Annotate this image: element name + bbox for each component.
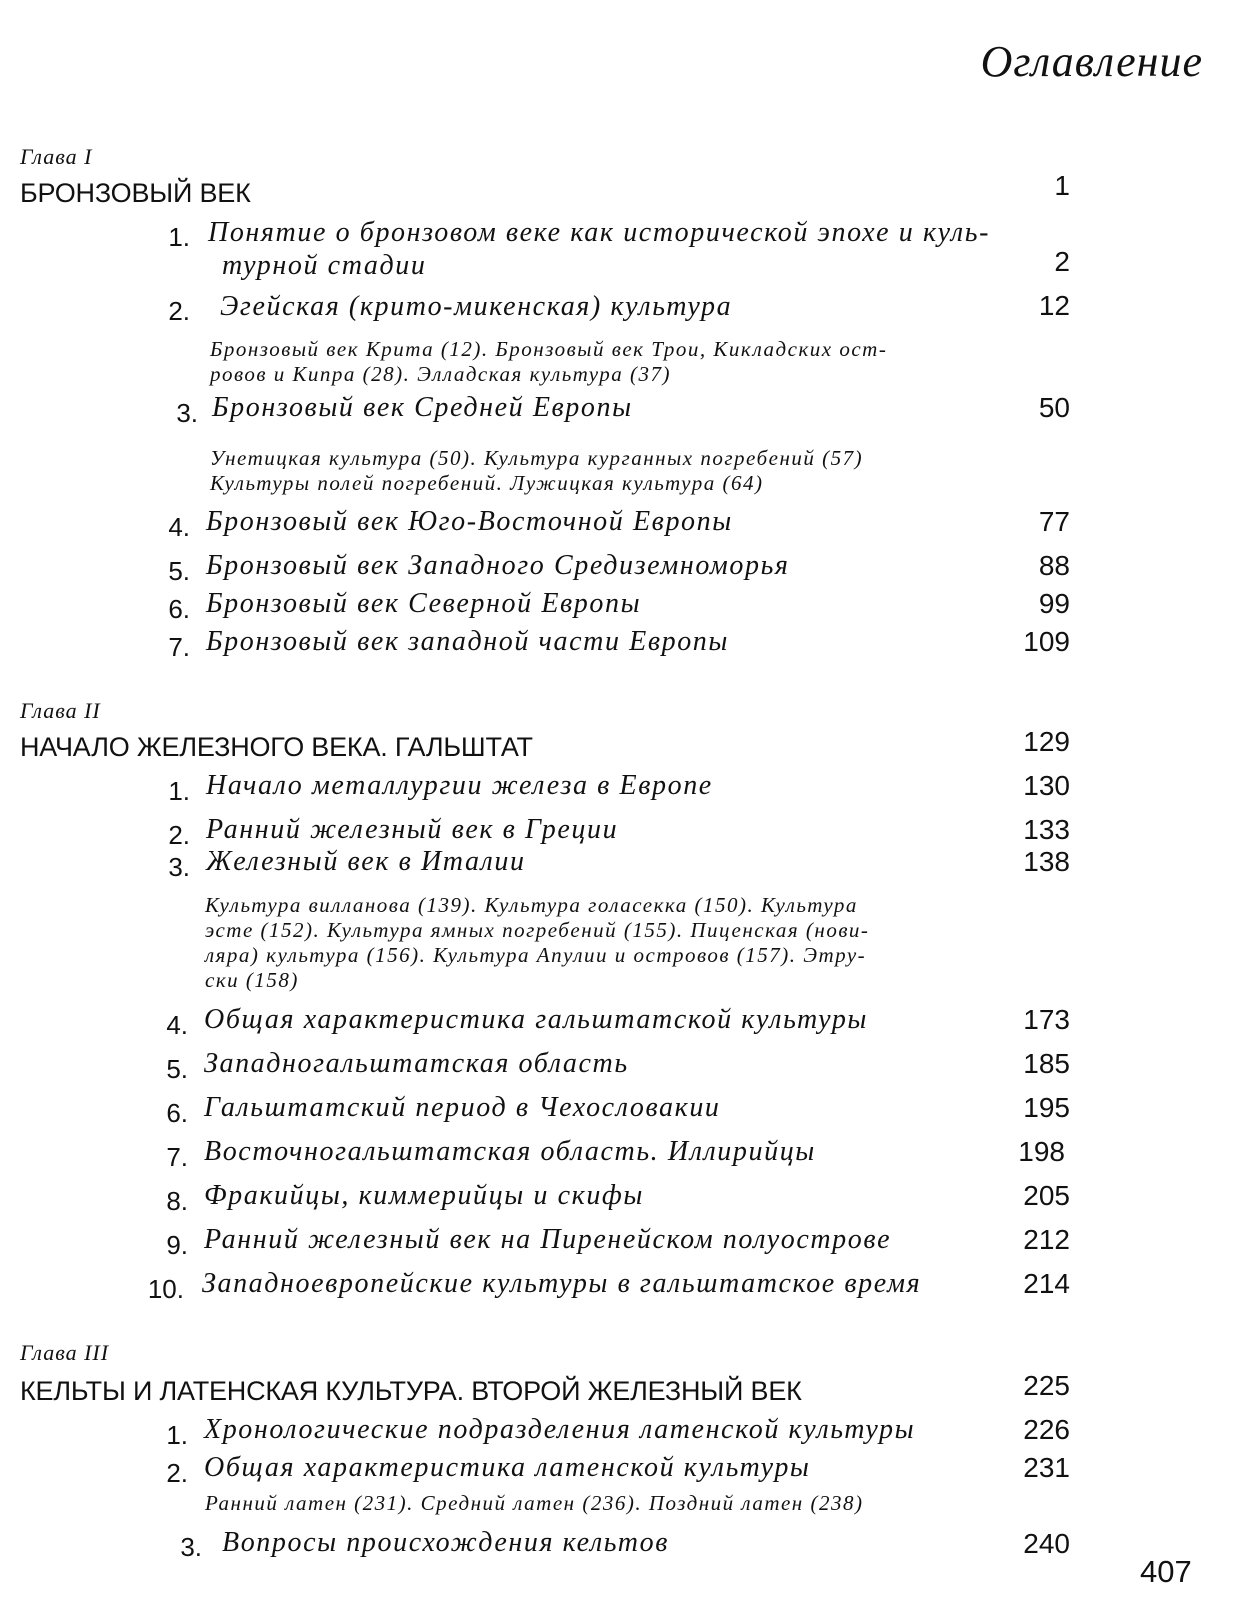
section-number: 1. xyxy=(168,222,190,252)
page-folio-number: 407 xyxy=(1140,1554,1192,1589)
section-page-number: 50 xyxy=(1038,392,1070,423)
section-number: 1. xyxy=(168,776,190,806)
section-page-number: 2 xyxy=(1054,246,1070,277)
section-title: Бронзовый век Западного Средиземноморья xyxy=(206,550,790,581)
subsection-line: ляра) культура (156). Культура Апулии и островов (157). Этру- xyxy=(205,943,867,967)
section-number: 3. xyxy=(168,852,190,882)
section-title: Хронологические подразделения латенской культуры xyxy=(204,1414,916,1445)
section-page-number: 133 xyxy=(1023,814,1070,845)
section-page-number: 185 xyxy=(1023,1048,1070,1079)
section-title: Общая характеристика гальштатской культуры xyxy=(204,1004,868,1035)
section-page-number: 195 xyxy=(1023,1092,1070,1123)
section-title: Восточногальштатская область. Иллирийцы xyxy=(204,1136,816,1167)
chapter-title: КЕЛЬТЫ И ЛАТЕНСКАЯ КУЛЬТУРА. ВТОРОЙ ЖЕЛЕЗНЫЙ ВЕК xyxy=(20,1376,802,1406)
section-page-number: 130 xyxy=(1023,770,1070,801)
section-title: Ранний железный век на Пиренейском полуострове xyxy=(204,1224,892,1255)
subsection-line: Бронзовый век Крита (12). Бронзовый век Трои, Кикладских ост- xyxy=(210,337,888,361)
subsection-line: Ранний латен (231). Средний латен (236). Поздний латен (238) xyxy=(205,1491,864,1515)
chapter-page-number: 129 xyxy=(1023,726,1070,757)
section-title: Железный век в Италии xyxy=(206,846,526,877)
subsection-line: ски (158) xyxy=(205,968,299,992)
section-number: 9. xyxy=(166,1230,188,1260)
section-number: 3. xyxy=(176,398,198,428)
section-page-number: 109 xyxy=(1023,626,1070,657)
section-number: 8. xyxy=(166,1186,188,1216)
section-number: 10. xyxy=(147,1274,184,1304)
subsection-line: ровов и Кипра (28). Элладская культура (37) xyxy=(210,362,672,386)
section-page-number: 99 xyxy=(1038,588,1070,619)
subsection-line: Культура вилланова (139). Культура голасекка (150). Культура xyxy=(205,893,858,917)
section-title: Западногальштатская область xyxy=(204,1048,629,1079)
section-number: 5. xyxy=(166,1054,188,1084)
section-title: Вопросы происхождения кельтов xyxy=(222,1527,669,1558)
section-title: Гальштатский период в Чехословакии xyxy=(204,1092,721,1123)
section-title: Общая характеристика латенской культуры xyxy=(204,1452,811,1483)
section-page-number: 88 xyxy=(1038,550,1070,581)
section-title: Фракийцы, киммерийцы и скифы xyxy=(204,1180,644,1211)
section-title: Бронзовый век западной части Европы xyxy=(206,626,729,657)
section-number: 4. xyxy=(166,1010,188,1040)
section-page-number: 173 xyxy=(1023,1004,1070,1035)
section-title: Западноевропейские культуры в гальштатское время xyxy=(202,1268,922,1299)
section-title: Понятие о бронзовом веке как исторической эпохе и куль- xyxy=(208,217,991,248)
section-page-number: 138 xyxy=(1023,846,1070,877)
section-number: 1. xyxy=(166,1420,188,1450)
section-number: 7. xyxy=(168,632,190,662)
chapter-label: Глава I xyxy=(20,144,93,169)
section-page-number: 205 xyxy=(1023,1180,1070,1211)
section-title: Бронзовый век Северной Европы xyxy=(206,588,642,619)
chapter-title: НАЧАЛО ЖЕЛЕЗНОГО ВЕКА. ГАЛЬШТАТ xyxy=(20,732,533,762)
chapter-title: БРОНЗОВЫЙ ВЕК xyxy=(20,178,251,208)
subsection-line: Культуры полей погребений. Лужицкая культура (64) xyxy=(210,471,764,495)
subsection-line: Унетицкая культура (50). Культура курганных погребений (57) xyxy=(210,446,864,470)
section-page-number: 77 xyxy=(1038,506,1070,537)
section-number: 2. xyxy=(168,820,190,850)
section-number: 3. xyxy=(180,1532,202,1562)
section-number: 2. xyxy=(166,1458,188,1488)
section-number: 7. xyxy=(166,1142,188,1172)
section-page-number: 226 xyxy=(1023,1414,1070,1445)
chapter-label: Глава III xyxy=(20,1340,110,1365)
page-title: Оглавление xyxy=(980,37,1203,86)
section-page-number: 198 xyxy=(1018,1136,1065,1167)
section-number: 6. xyxy=(166,1098,188,1128)
section-number: 6. xyxy=(168,594,190,624)
section-number: 4. xyxy=(168,512,190,542)
chapter-label: Глава II xyxy=(20,698,101,723)
section-page-number: 240 xyxy=(1023,1528,1070,1559)
section-number: 5. xyxy=(168,556,190,586)
subsection-line: эсте (152). Культура ямных погребений (155). Пиценская (нови- xyxy=(205,918,870,942)
section-title: Бронзовый век Юго-Восточной Европы xyxy=(206,506,733,537)
section-page-number: 12 xyxy=(1038,290,1070,321)
section-title: Эгейская (крито-микенская) культура xyxy=(220,291,733,322)
section-page-number: 231 xyxy=(1023,1452,1070,1483)
section-page-number: 214 xyxy=(1023,1268,1070,1299)
section-title: Ранний железный век в Греции xyxy=(206,814,619,845)
section-title-continued: турной стадии xyxy=(222,250,427,281)
section-number: 2. xyxy=(168,296,190,326)
section-page-number: 212 xyxy=(1023,1224,1070,1255)
chapter-page-number: 1 xyxy=(1054,170,1070,201)
section-title: Начало металлургии железа в Европе xyxy=(206,770,713,801)
chapter-page-number: 225 xyxy=(1023,1370,1070,1401)
section-title: Бронзовый век Средней Европы xyxy=(212,392,633,423)
